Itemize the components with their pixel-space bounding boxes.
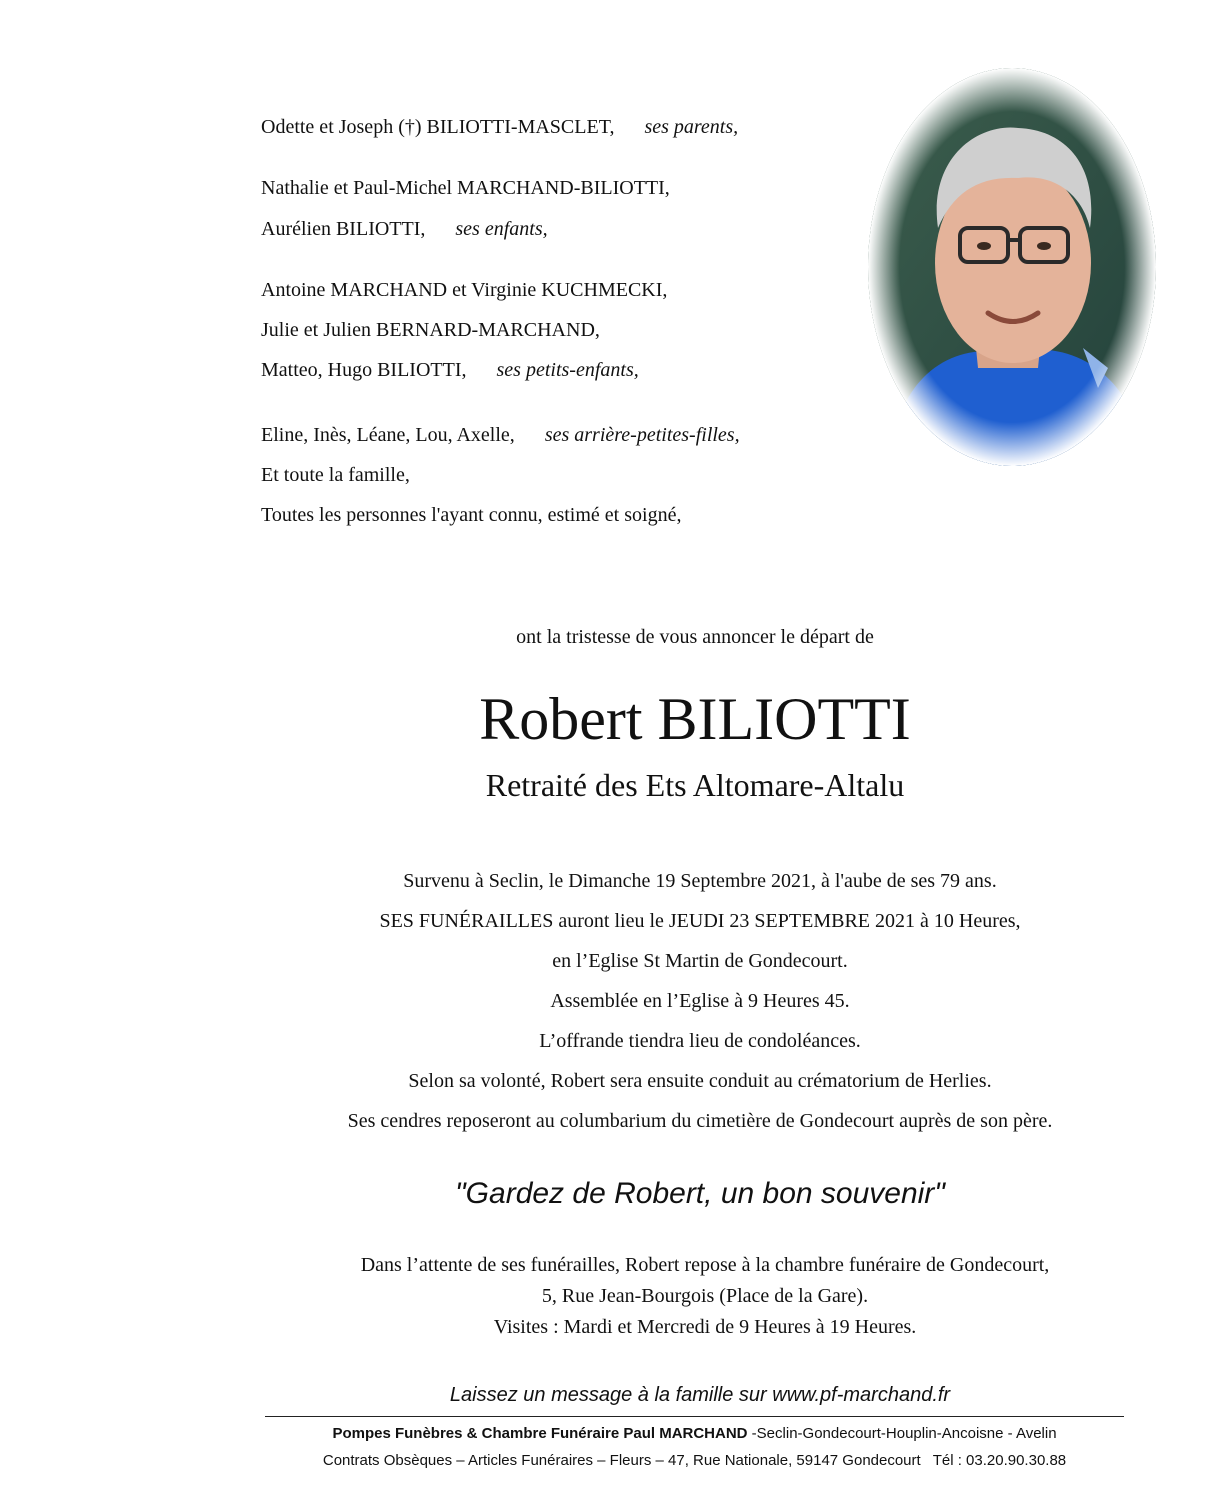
family-line-grandchild-1: Antoine MARCHAND et Virginie KUCHMECKI, (261, 279, 668, 301)
footer-locations: -Seclin-Gondecourt-Houplin-Ancoisne - Avelin (747, 1425, 1057, 1442)
footer-services: Contrats Obsèques – Articles Funéraires – Fleurs – 47, Rue Nationale, 59147 Gondecourt (322, 1452, 921, 1469)
memorial-quote: "Gardez de Robert, un bon souvenir" (455, 1177, 945, 1210)
portrait-illustration (868, 68, 1156, 466)
portrait-photo (868, 68, 1156, 466)
role-label: ses parents, (644, 116, 739, 138)
detail-line-offering: L’offrande tiendra lieu de condoléances. (539, 1030, 861, 1052)
family-line-others: Toutes les personnes l'ayant connu, estimé et soigné, (261, 504, 682, 526)
role-label: ses arrière-petites-filles, (544, 424, 740, 446)
footer-divider (265, 1416, 1124, 1417)
repose-line-location: Dans l’attente de ses funérailles, Robert repose à la chambre funéraire de Gondecourt, (360, 1254, 1050, 1276)
announcement-intro: ont la tristesse de vous annoncer le départ de (516, 626, 874, 648)
detail-line-ashes: Ses cendres reposeront au columbarium du cimetière de Gondecourt auprès de son père. (347, 1110, 1053, 1132)
family-line-family: Et toute la famille, (261, 464, 410, 486)
family-line-parents: Odette et Joseph (†) BILIOTTI-MASCLET, ses parents, (261, 116, 739, 138)
family-line-grandchild-2: Julie et Julien BERNARD-MARCHAND, (261, 319, 600, 341)
deceased-occupation: Retraité des Ets Altomare-Altalu (485, 767, 905, 803)
footer-phone: Tél : 03.20.90.30.88 (932, 1452, 1067, 1469)
footer-services-line (265, 1452, 1124, 1469)
deceased-name: Robert BILIOTTI (479, 686, 911, 752)
detail-line-church: en l’Eglise St Martin de Gondecourt. (552, 950, 848, 972)
condolence-message-link[interactable]: Laissez un message à la famille sur www.pf-marchand.fr (449, 1384, 951, 1406)
family-line-child-1: Nathalie et Paul-Michel MARCHAND-BILIOTTI, (261, 177, 670, 199)
repose-line-address: 5, Rue Jean-Bourgois (Place de la Gare). (541, 1285, 869, 1307)
detail-line-death: Survenu à Seclin, le Dimanche 19 Septembre 2021, à l'aube de ses 79 ans. (403, 870, 997, 892)
footer-company-line (265, 1425, 1124, 1442)
family-line-child-2: Aurélien BILIOTTI, ses enfants, (261, 218, 548, 240)
funeral-details (280, 868, 1120, 1148)
detail-line-funeral: SES FUNÉRAILLES auront lieu le JEUDI 23 SEPTEMBRE 2021 à 10 Heures, (379, 910, 1021, 932)
detail-line-assembly: Assemblée en l’Eglise à 9 Heures 45. (550, 990, 850, 1012)
repose-line-visits: Visites : Mardi et Mercredi de 9 Heures à 19 Heures. (493, 1316, 917, 1338)
detail-line-crematorium: Selon sa volonté, Robert sera ensuite conduit au crématorium de Herlies. (408, 1070, 992, 1092)
footer-company-name: Pompes Funèbres & Chambre Funéraire Paul MARCHAND (332, 1425, 748, 1442)
family-line-grandchild-3: Matteo, Hugo BILIOTTI, ses petits-enfants, (261, 359, 639, 381)
repose-info (280, 1252, 1130, 1345)
family-line-great-grandchildren: Eline, Inès, Léane, Lou, Axelle, ses arrière-petites-filles, (261, 424, 740, 446)
role-label: ses petits-enfants, (496, 359, 639, 381)
role-label: ses enfants, (455, 218, 548, 240)
